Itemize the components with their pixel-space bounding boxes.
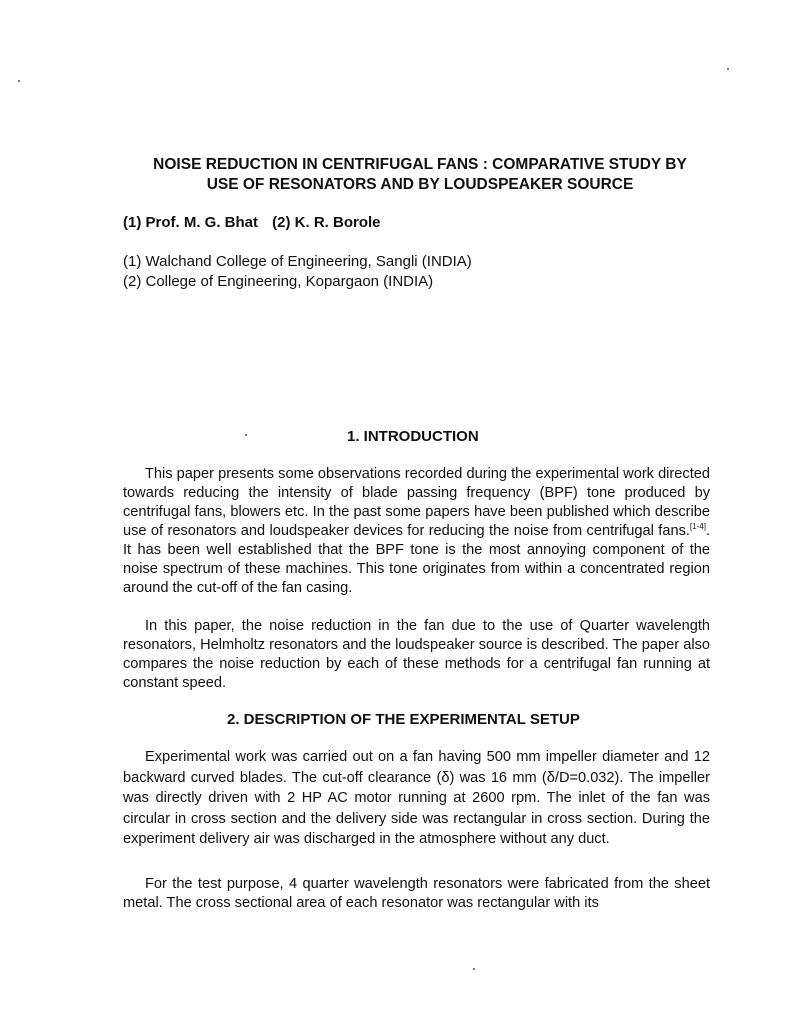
setup-paragraph-2: For the test purpose, 4 quarter wavelength resonators were fabricated from the sheet metal. The cross sectional area of each resonator was rectangular with its <box>123 876 710 911</box>
scan-speck <box>473 968 475 970</box>
introduction-heading: 1. INTRODUCTION <box>347 428 479 445</box>
scan-speck <box>727 68 729 70</box>
intro-text-a: This paper presents some observations recorded during the experimental work directed towards reducing the intensity of blade passing frequency (BPF) tone produced by centrifugal fans, blowers etc. In the past some papers have been published which describe use of resonators and loudspeaker devices for reducing the noise from centrifugal fans. <box>123 466 710 539</box>
affiliation-2: (2) College of Engineering, Kopargaon (INDIA) <box>123 273 434 290</box>
scan-speck <box>18 80 20 82</box>
paper-title <box>100 155 740 195</box>
citation-ref: [1-4] <box>689 522 706 532</box>
intro-text-b: . It has been well established that the BPF tone is the most annoying component of the noise spectrum of these machines. This tone originates from within a concentrated region around the cut-off of the fan casing. <box>123 523 710 596</box>
author-list <box>123 214 391 231</box>
title-line-1: NOISE REDUCTION IN CENTRIFUGAL FANS : COMPARATIVE STUDY BY <box>153 156 687 173</box>
intro-paragraph-1 <box>123 465 710 598</box>
author-1: (1) Prof. M. G. Bhat <box>123 214 258 231</box>
setup-heading: 2. DESCRIPTION OF THE EXPERIMENTAL SETUP <box>227 711 580 728</box>
title-line-2: USE OF RESONATORS AND BY LOUDSPEAKER SOURCE <box>206 176 634 193</box>
setup-paragraph-1: Experimental work was carried out on a fan having 500 mm impeller diameter and 12 backward curved blades. The cut-off clearance (δ) was 16 mm (δ/D=0.032). The impeller was directly driven with 2 HP AC motor running at 2600 rpm. The inlet of the fan was circular in cross section and the delivery side was rectangular in cross section. During the experiment delivery air was discharged in the atmosphere without any duct. <box>123 749 710 847</box>
intro-paragraph-2: In this paper, the noise reduction in the fan due to the use of Quarter wavelength resonators, Helmholtz resonators and the loudspeaker source is described. The paper also compares the noise reduction by each of these methods for a centrifugal fan running at constant speed. <box>123 618 710 691</box>
scan-speck <box>245 434 247 436</box>
affiliation-1: (1) Walchand College of Engineering, Sangli (INDIA) <box>123 253 472 270</box>
affiliations <box>123 252 472 292</box>
author-2: (2) K. R. Borole <box>272 214 381 231</box>
